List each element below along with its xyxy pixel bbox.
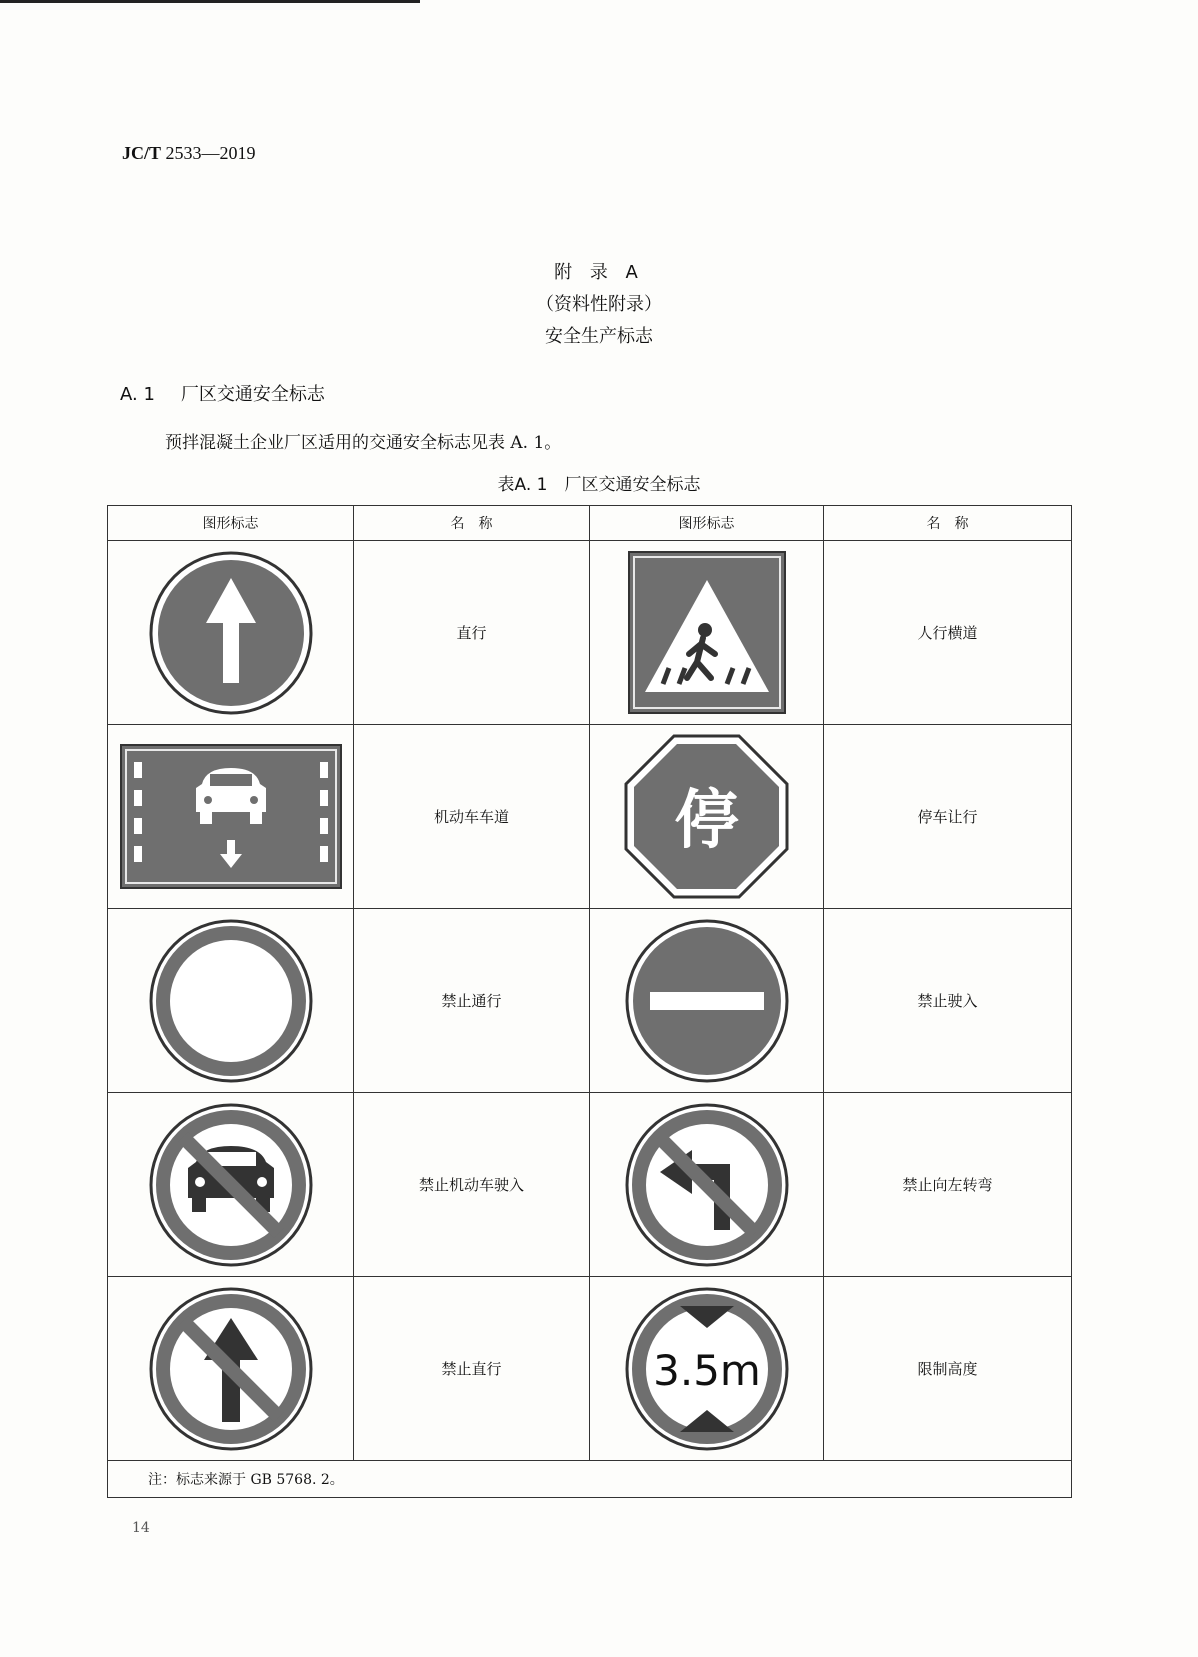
appendix-title: 附 录 A (554, 262, 644, 283)
motor-vehicle-lane-sign-icon (120, 744, 342, 889)
stop-char: 停 (674, 784, 739, 858)
table-row (108, 1277, 1072, 1461)
sign-name: 人行横道 (824, 541, 1072, 725)
header-cell: 名 称 (354, 506, 590, 541)
intro-paragraph: 预拌混凝土企业厂区适用的交通安全标志见表 A. 1。 (165, 433, 562, 453)
section-number: A. 1 (120, 384, 155, 405)
no-straight-sign-icon (146, 1284, 316, 1454)
no-passage-sign-icon (146, 916, 316, 1086)
header-cell: 图形标志 (590, 506, 824, 541)
appendix-name: 安全生产标志 (545, 326, 653, 347)
sign-name: 禁止直行 (354, 1277, 590, 1461)
sign-name: 限制高度 (824, 1277, 1072, 1461)
table-caption: 表A. 1 厂区交通安全标志 (497, 475, 701, 495)
sign-name: 禁止向左转弯 (824, 1093, 1072, 1277)
section-heading (120, 380, 325, 406)
table-row (108, 909, 1072, 1093)
header-cell: 名 称 (824, 506, 1072, 541)
pedestrian-crossing-sign-icon (627, 550, 787, 715)
sign-name: 停车让行 (824, 725, 1072, 909)
table-row (108, 1093, 1072, 1277)
sign-name: 机动车车道 (354, 725, 590, 909)
no-motor-vehicles-sign-icon (146, 1100, 316, 1270)
table-row (108, 541, 1072, 725)
scan-edge (0, 0, 420, 3)
standard-code: JC/T 2533—2019 (122, 143, 256, 163)
no-left-turn-sign-icon (622, 1100, 792, 1270)
page-number: 14 (132, 1520, 150, 1536)
appendix-type: （资料性附录） (536, 294, 662, 315)
go-straight-sign-icon (146, 548, 316, 718)
sign-table (107, 505, 1072, 1498)
no-entry-sign-icon (622, 916, 792, 1086)
height-limit-sign-icon (622, 1284, 792, 1454)
sign-name: 禁止机动车驶入 (354, 1093, 590, 1277)
stop-yield-sign-icon (624, 734, 789, 899)
table-row (108, 725, 1072, 909)
sign-name: 禁止驶入 (824, 909, 1072, 1093)
table-note-row (108, 1461, 1072, 1498)
header-cell: 图形标志 (108, 506, 354, 541)
table-note: 注：标志来源于 GB 5768. 2。 (108, 1461, 1072, 1498)
height-limit-text: 3.5m (652, 1345, 761, 1395)
table-header-row (108, 506, 1072, 541)
sign-name: 禁止通行 (354, 909, 590, 1093)
section-title: 厂区交通安全标志 (180, 384, 325, 405)
sign-name: 直行 (354, 541, 590, 725)
